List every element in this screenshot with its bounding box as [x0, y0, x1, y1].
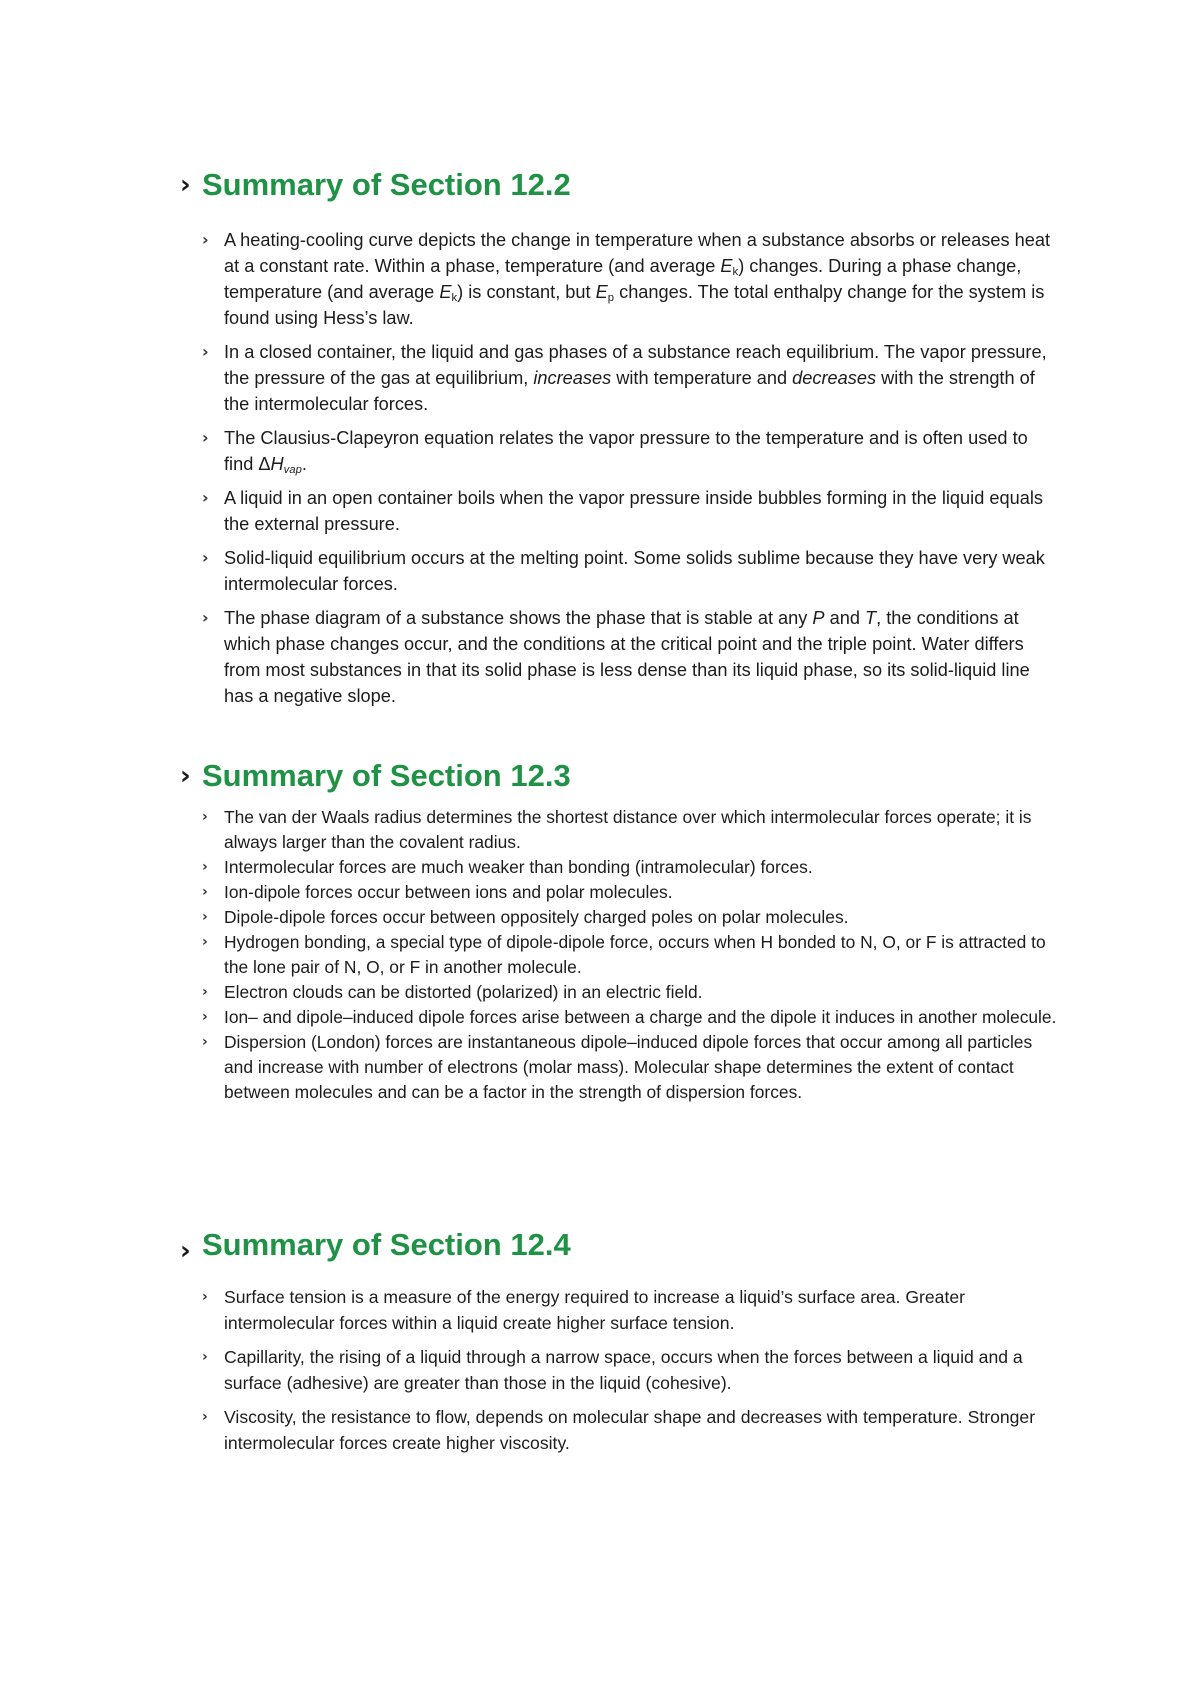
item-text: Solid-liquid equilibrium occurs at the melting point. Some solids sublime because they have very weak intermolecular forces. — [224, 548, 1045, 594]
item-text: Dipole-dipole forces occur between oppositely charged poles on polar molecules. — [224, 907, 849, 927]
list-item — [180, 227, 1060, 331]
bullet-chevron-icon: › — [202, 934, 208, 950]
item-text: Hydrogen bonding, a special type of dipole-dipole force, occurs when H bonded to N, O, or F is attracted to the lone pair of N, O, or F in another molecule. — [224, 932, 1046, 977]
list-item — [180, 1344, 1060, 1396]
list-item — [180, 905, 1060, 930]
item-text: Capillarity, the rising of a liquid through a narrow space, occurs when the forces between a liquid and a surface (adhesive) are greater than those in the liquid (cohesive). — [224, 1347, 1023, 1393]
section-header — [180, 1225, 1060, 1265]
list-item — [180, 980, 1060, 1005]
list-item — [180, 1030, 1060, 1105]
bullet-chevron-icon: › — [202, 230, 209, 249]
bullet-chevron-icon: › — [202, 859, 208, 875]
item-text: ) changes. During a phase change, temperature (and average — [224, 256, 1022, 302]
item-text: changes. The total enthalpy change for the system is found using Hess’s law. — [224, 282, 1045, 328]
item-text: and — [824, 608, 866, 628]
bullet-chevron-icon: › — [202, 608, 209, 627]
item-text: The phase diagram of a substance shows the phase that is stable at any — [224, 608, 813, 628]
bullet-chevron-icon: › — [202, 1409, 208, 1425]
list-item — [180, 1284, 1060, 1336]
item-text: The van der Waals radius determines the shortest distance over which intermolecular forces operate; it is always larger than the covalent radius. — [224, 807, 1032, 852]
section-title: Summary of Section 12.4 — [202, 1227, 571, 1262]
bullet-chevron-icon: › — [202, 1034, 208, 1050]
item-text: Surface tension is a measure of the energy required to increase a liquid’s surface area. Greater intermolecular forces within a liquid create higher surface tension. — [224, 1287, 965, 1333]
bullet-chevron-icon: › — [202, 548, 209, 567]
chevron-right-icon: › — [180, 1236, 191, 1266]
bullet-chevron-icon: › — [202, 809, 208, 825]
section-title: Summary of Section 12.2 — [202, 167, 571, 202]
list-item — [180, 605, 1060, 709]
variable-symbol: H — [270, 454, 284, 474]
chevron-right-icon: › — [180, 761, 191, 791]
list-item — [180, 339, 1060, 417]
bullet-chevron-icon: › — [202, 984, 208, 1000]
item-text: ) is constant, but — [457, 282, 596, 302]
item-text: Electron clouds can be distorted (polarized) in an electric field. — [224, 982, 703, 1002]
subscript — [284, 464, 302, 476]
bullet-chevron-icon: › — [202, 488, 209, 507]
list-item — [180, 855, 1060, 880]
variable-symbol: P — [812, 608, 825, 628]
item-text: Intermolecular forces are much weaker than bonding (intramolecular) forces. — [224, 857, 813, 877]
item-text: , the conditions at which phase changes occur, and the conditions at the critical point and the triple point. Water differs from most substances in that its solid phase is less dense than its liquid phase, so its solid-liquid line has a negative slope. — [224, 608, 1030, 706]
list-item — [180, 425, 1060, 477]
item-text: The Clausius-Clapeyron equation relates the vapor pressure to the temperature and is often used to find Δ — [224, 428, 1028, 474]
list-item — [180, 1404, 1060, 1456]
item-text: In a closed container, the liquid and gas phases of a substance reach equilibrium. The vapor pressure, the pressure of the gas at equilibrium, — [224, 342, 1047, 388]
summary-list — [180, 227, 1060, 709]
list-item — [180, 880, 1060, 905]
item-text: Dispersion (London) forces are instantaneous dipole–induced dipole forces that occur among all particles and increase with number of electrons (molar mass). Molecular shape determines the extent of contact between molecules and can be a factor in the strength of dispersion forces. — [224, 1032, 1033, 1102]
bullet-chevron-icon: › — [202, 1349, 208, 1365]
subscript: p — [607, 291, 615, 304]
list-item — [180, 485, 1060, 537]
section-header — [180, 756, 1060, 796]
bullet-chevron-icon: › — [202, 909, 208, 925]
summary-section-12-4 — [180, 1225, 1060, 1464]
variable-symbol: E — [720, 256, 733, 276]
variable-symbol: T — [865, 608, 877, 628]
item-text: with the strength of the intermolecular forces. — [224, 368, 1035, 414]
bullet-chevron-icon: › — [202, 1009, 208, 1025]
item-text: . — [301, 454, 307, 474]
variable-symbol: E — [595, 282, 608, 302]
summary-list — [180, 1284, 1060, 1456]
subscript: k — [732, 265, 739, 278]
item-text: A liquid in an open container boils when the vapor pressure inside bubbles forming in the liquid equals the external pressure. — [224, 488, 1043, 534]
emphasis-text: decreases — [792, 368, 877, 388]
item-text: A heating-cooling curve depicts the change in temperature when a substance absorbs or releases heat at a constant rate. Within a phase, temperature (and average — [224, 230, 1051, 276]
summary-section-12-2 — [180, 165, 1060, 717]
bullet-chevron-icon: › — [202, 342, 209, 361]
variable-symbol: E — [439, 282, 452, 302]
bullet-chevron-icon: › — [202, 428, 209, 447]
subscript: k — [451, 291, 458, 304]
subscript-text: vap — [283, 463, 302, 476]
list-item — [180, 545, 1060, 597]
section-header — [180, 165, 1060, 205]
summary-list — [180, 805, 1060, 1105]
summary-section-12-3 — [180, 756, 1060, 1105]
section-title: Summary of Section 12.3 — [202, 758, 571, 793]
list-item — [180, 805, 1060, 855]
item-text: Ion-dipole forces occur between ions and polar molecules. — [224, 882, 673, 902]
chevron-right-icon: › — [180, 170, 191, 200]
item-text: with temperature and — [611, 368, 793, 388]
bullet-chevron-icon: › — [202, 1289, 208, 1305]
list-item — [180, 930, 1060, 980]
list-item — [180, 1005, 1060, 1030]
item-text: Viscosity, the resistance to flow, depends on molecular shape and decreases with temperature. Stronger intermolecular forces create higher viscosity. — [224, 1407, 1036, 1453]
emphasis-text: increases — [533, 368, 612, 388]
item-text: Ion– and dipole–induced dipole forces arise between a charge and the dipole it induces in another molecule. — [224, 1007, 1057, 1027]
bullet-chevron-icon: › — [202, 884, 208, 900]
